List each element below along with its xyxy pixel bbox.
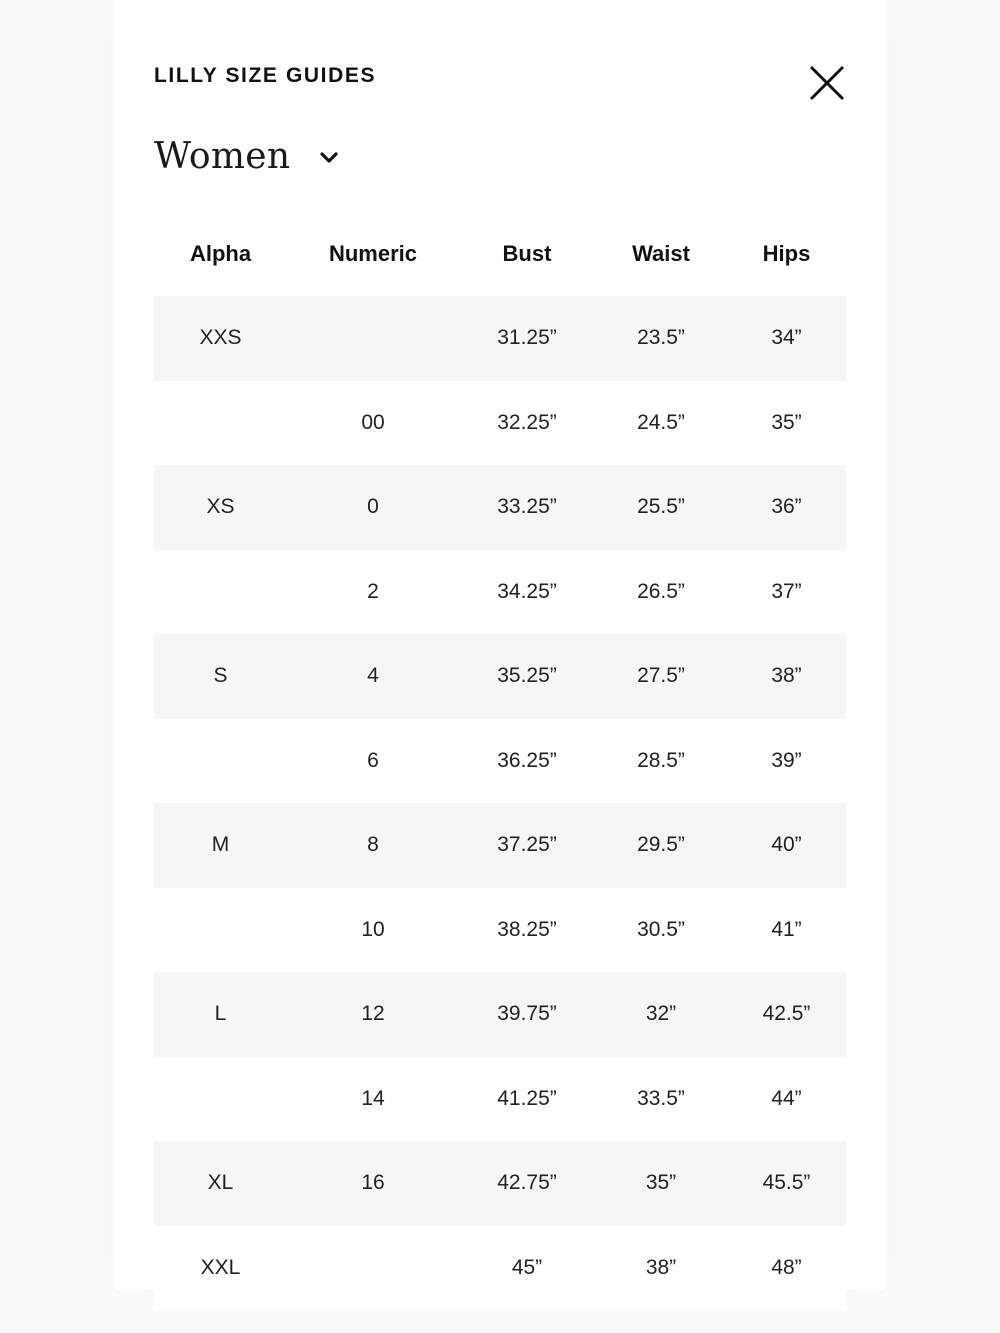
cell-hips: 42.5”: [727, 972, 846, 1057]
cell-waist: 23.5”: [595, 296, 727, 381]
table-row: [154, 465, 846, 550]
cell-numeric: 14: [287, 1057, 459, 1142]
cell-hips: 36”: [727, 465, 846, 550]
cell-waist: 24.5”: [595, 381, 727, 466]
cell-alpha: XXL: [154, 1226, 287, 1311]
cell-numeric: 0: [287, 465, 459, 550]
cell-hips: 34”: [727, 296, 846, 381]
table-row: [154, 550, 846, 635]
cell-alpha: L: [154, 972, 287, 1057]
close-icon: [808, 64, 846, 102]
cell-bust: 42.75”: [459, 1141, 595, 1226]
cell-waist: 25.5”: [595, 465, 727, 550]
cell-bust: 41.25”: [459, 1057, 595, 1142]
cell-bust: 35.25”: [459, 634, 595, 719]
size-guide-panel: [114, 0, 886, 1290]
column-header-hips: Hips: [762, 241, 811, 266]
cell-numeric: 12: [287, 972, 459, 1057]
close-button[interactable]: [808, 64, 846, 102]
cell-numeric: 6: [287, 719, 459, 804]
cell-bust: 37.25”: [459, 803, 595, 888]
cell-numeric: [287, 1226, 459, 1311]
cell-numeric: 00: [287, 381, 459, 466]
cell-alpha: XS: [154, 465, 287, 550]
cell-numeric: 4: [287, 634, 459, 719]
cell-numeric: [287, 296, 459, 381]
cell-hips: 40”: [727, 803, 846, 888]
table-header-row: [154, 212, 846, 296]
table-row: [154, 296, 846, 381]
cell-waist: 29.5”: [595, 803, 727, 888]
table-row: [154, 1141, 846, 1226]
size-guide-title: LILLY SIZE GUIDES: [154, 64, 377, 87]
cell-bust: 38.25”: [459, 888, 595, 973]
table-row: [154, 381, 846, 466]
cell-waist: 33.5”: [595, 1057, 727, 1142]
cell-alpha: M: [154, 803, 287, 888]
table-row: [154, 1226, 846, 1311]
cell-alpha: XL: [154, 1141, 287, 1226]
cell-bust: 36.25”: [459, 719, 595, 804]
cell-alpha: [154, 550, 287, 635]
cell-bust: 45”: [459, 1226, 595, 1311]
category-selected-label: Women: [154, 136, 291, 177]
cell-alpha: S: [154, 634, 287, 719]
cell-numeric: 10: [287, 888, 459, 973]
cell-hips: 41”: [727, 888, 846, 973]
cell-alpha: XXS: [154, 296, 287, 381]
column-header-alpha: Alpha: [189, 241, 252, 266]
cell-bust: 39.75”: [459, 972, 595, 1057]
cell-waist: 26.5”: [595, 550, 727, 635]
cell-hips: 45.5”: [727, 1141, 846, 1226]
cell-bust: 34.25”: [459, 550, 595, 635]
cell-waist: 35”: [595, 1141, 727, 1226]
column-header-waist: Waist: [632, 241, 690, 266]
cell-waist: 27.5”: [595, 634, 727, 719]
category-dropdown[interactable]: [154, 136, 338, 177]
table-row: [154, 634, 846, 719]
cell-hips: 37”: [727, 550, 846, 635]
cell-alpha: [154, 888, 287, 973]
cell-waist: 28.5”: [595, 719, 727, 804]
cell-waist: 30.5”: [595, 888, 727, 973]
column-header-numeric: Numeric: [328, 241, 418, 266]
column-header-bust: Bust: [502, 241, 552, 266]
cell-alpha: [154, 1057, 287, 1142]
cell-waist: 38”: [595, 1226, 727, 1311]
cell-bust: 31.25”: [459, 296, 595, 381]
cell-numeric: 2: [287, 550, 459, 635]
table-row: [154, 972, 846, 1057]
cell-hips: 48”: [727, 1226, 846, 1311]
cell-numeric: 8: [287, 803, 459, 888]
table-row: [154, 719, 846, 804]
cell-waist: 32”: [595, 972, 727, 1057]
cell-numeric: 16: [287, 1141, 459, 1226]
size-chart-table: [154, 212, 846, 1310]
table-row: [154, 1057, 846, 1142]
cell-hips: 39”: [727, 719, 846, 804]
table-row: [154, 888, 846, 973]
cell-hips: 35”: [727, 381, 846, 466]
table-row: [154, 803, 846, 888]
cell-alpha: [154, 381, 287, 466]
chevron-down-icon: [320, 151, 338, 165]
cell-alpha: [154, 719, 287, 804]
cell-hips: 44”: [727, 1057, 846, 1142]
cell-hips: 38”: [727, 634, 846, 719]
cell-bust: 32.25”: [459, 381, 595, 466]
cell-bust: 33.25”: [459, 465, 595, 550]
